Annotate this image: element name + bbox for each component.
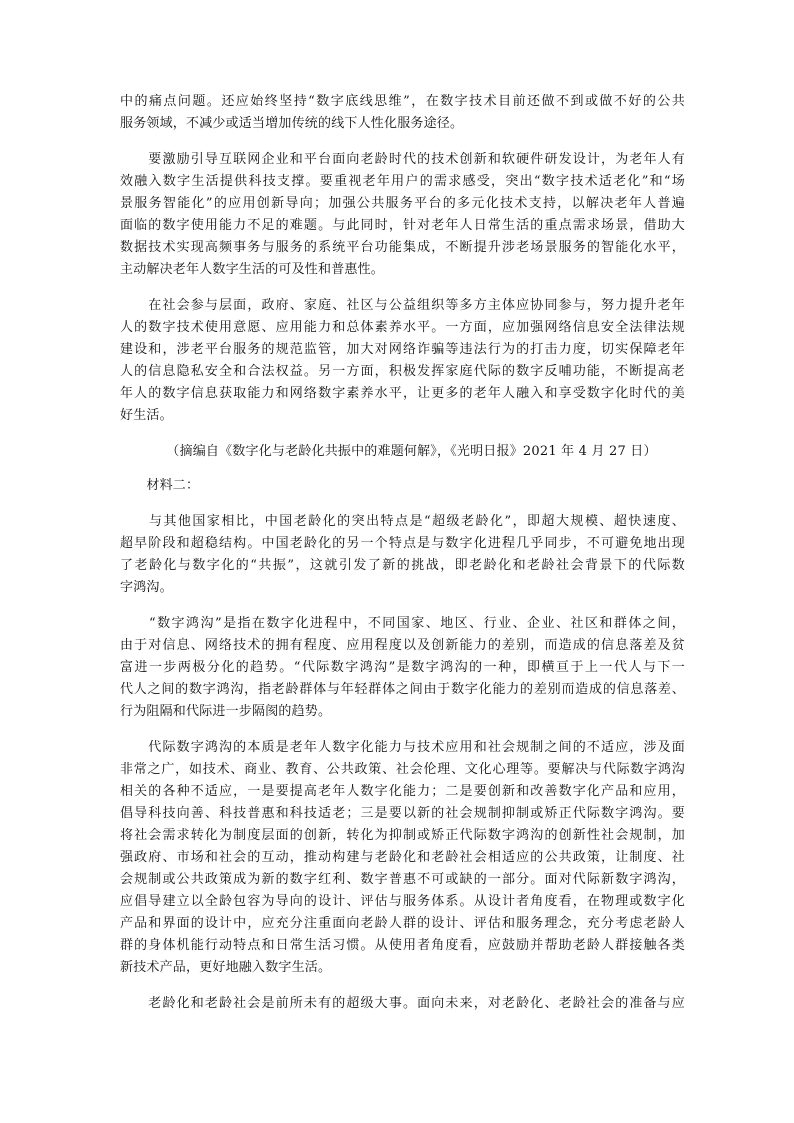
document-body xyxy=(120,91,685,1029)
paragraph-4 xyxy=(120,511,685,599)
paragraph-5 xyxy=(120,613,685,723)
text-line: “数字鸿沟”是指在数字化进程中，不同国家、地区、行业、企业、社区和群体之间， xyxy=(120,616,685,631)
text-line: 应倡导建立以全龄包容为导向的设计、评估与服务体系。从设计者角度看，在物理或数字化 xyxy=(120,894,685,909)
text-line: 产品和界面的设计中，应充分注重面向老龄人群的设计、评估和服务理念，充分考虑老龄人 xyxy=(120,916,685,931)
paragraph-6 xyxy=(120,737,685,979)
text-line: 建设和，涉老平台服务的规范监管，加大对网络诈骗等违法行为的打击力度，切实保障老年 xyxy=(120,342,685,357)
paragraph-3 xyxy=(120,295,685,427)
text-line: 会规制或公共政策成为新的数字红利、数字普惠不可或缺的一部分。面对代际新数字鸿沟， xyxy=(120,872,685,887)
text-line: 代人之间的数字鸿沟，指老龄群体与年轻群体之间由于数字化能力的差别而造成的信息落差、 xyxy=(120,682,685,697)
text-line: 数据技术实现高频事务与服务的系统平台功能集成，不断提升涉老场景服务的智能化水平， xyxy=(120,240,685,255)
text-line: 由于对信息、网络技术的拥有程度、应用程度以及创新能力的差别，而造成的信息落差及贫 xyxy=(120,638,685,653)
text-line: 群的身体机能行动特点和日常生活习惯。从使用者角度看，应鼓励并帮助老龄人群接触各类 xyxy=(120,938,685,953)
text-line: 要激励引导互联网企业和平台面向老龄时代的技术创新和软硬件研发设计，为老年人有 xyxy=(120,152,685,167)
paragraph-2 xyxy=(120,149,685,281)
text-line: 景服务智能化”的应用创新导向；加强公共服务平台的多元化技术支持，以解决老年人普遍 xyxy=(120,196,685,211)
text-line: 与其他国家相比，中国老龄化的突出特点是“超级老龄化”，即超大规模、超快速度、 xyxy=(120,514,685,529)
text-line: 倡导科技向善、科技普惠和科技适老；三是要以新的社会规制抑制或矫正代际数字鸿沟。要 xyxy=(120,806,685,821)
text-line: 年人的数字信息获取能力和网络数字素养水平，让更多的老年人融入和享受数字化时代的美 xyxy=(120,386,685,401)
text-line: 相关的各种不适应，一是要提高老年人数字化能力；二是要创新和改善数字化产品和应用， xyxy=(120,784,685,799)
text-line: 超早阶段和超稳结构。中国老龄化的另一个特点是与数字化进程几乎同步，不可避免地出现 xyxy=(120,536,685,551)
section-heading xyxy=(120,475,685,497)
text-line: 服务领域，不减少或适当增加传统的线下人性化服务途径。 xyxy=(120,116,464,131)
text-line: 效融入数字生活提供科技支撑。要重视老年用户的需求感受，突出“数字技术适老化”和“场 xyxy=(120,174,685,189)
text-line: 中的痛点问题。还应始终坚持“数字底线思维”，在数字技术目前还做不到或做不好的公共 xyxy=(120,94,685,109)
text-line: 人的数字技术使用意愿、应用能力和总体素养水平。一方面，应加强网络信息安全法律法规 xyxy=(120,320,685,335)
text-line: 好生活。 xyxy=(120,408,173,423)
paragraph-7 xyxy=(120,993,685,1015)
citation-line: （摘编自《数字化与老龄化共振中的难题何解》，《光明日报》2021 年 4 月 27 日） xyxy=(120,444,657,459)
text-line: 非常之广，如技术、商业、教育、公共政策、社会伦理、文化心理等。要解决与代际数字鸿沟 xyxy=(120,762,685,777)
text-line: 字鸿沟。 xyxy=(120,580,173,595)
text-line: 新技术产品，更好地融入数字生活。 xyxy=(120,960,332,975)
text-line: 富进一步两极分化的趋势。“代际数字鸿沟”是数字鸿沟的一种，即横亘于上一代人与下一 xyxy=(120,660,685,675)
text-line: 面临的数字使用能力不足的难题。与此同时，针对老年人日常生活的重点需求场景，借助大 xyxy=(120,218,685,233)
source-citation xyxy=(120,441,685,463)
text-line: 在社会参与层面，政府、家庭、社区与公益组织等多方主体应协同参与，努力提升老年 xyxy=(120,298,685,313)
text-line: 了老龄化与数字化的“共振”，这就引发了新的挑战，即老龄化和老龄社会背景下的代际数 xyxy=(120,558,685,573)
text-line: 老龄化和老龄社会是前所未有的超级大事。面向未来，对老龄化、老龄社会的准备与应 xyxy=(120,996,685,1011)
text-line: 行为阻隔和代际进一步隔阂的趋势。 xyxy=(120,704,332,719)
text-line: 人的信息隐私安全和合法权益。另一方面，积极发挥家庭代际的数字反哺功能，不断提高老 xyxy=(120,364,685,379)
text-line: 强政府、市场和社会的互动，推动构建与老龄化和老龄社会相适应的公共政策，让制度、社 xyxy=(120,850,685,865)
text-line: 主动解决老年人数字生活的可及性和普惠性。 xyxy=(120,262,385,277)
text-line: 将社会需求转化为制度层面的创新，转化为抑制或矫正代际数字鸿沟的创新性社会规制，加 xyxy=(120,828,685,843)
text-line: 代际数字鸿沟的本质是老年人数字化能力与技术应用和社会规制之间的不适应，涉及面 xyxy=(120,740,685,755)
paragraph-1 xyxy=(120,91,685,135)
heading-line: 材料二： xyxy=(120,478,200,493)
